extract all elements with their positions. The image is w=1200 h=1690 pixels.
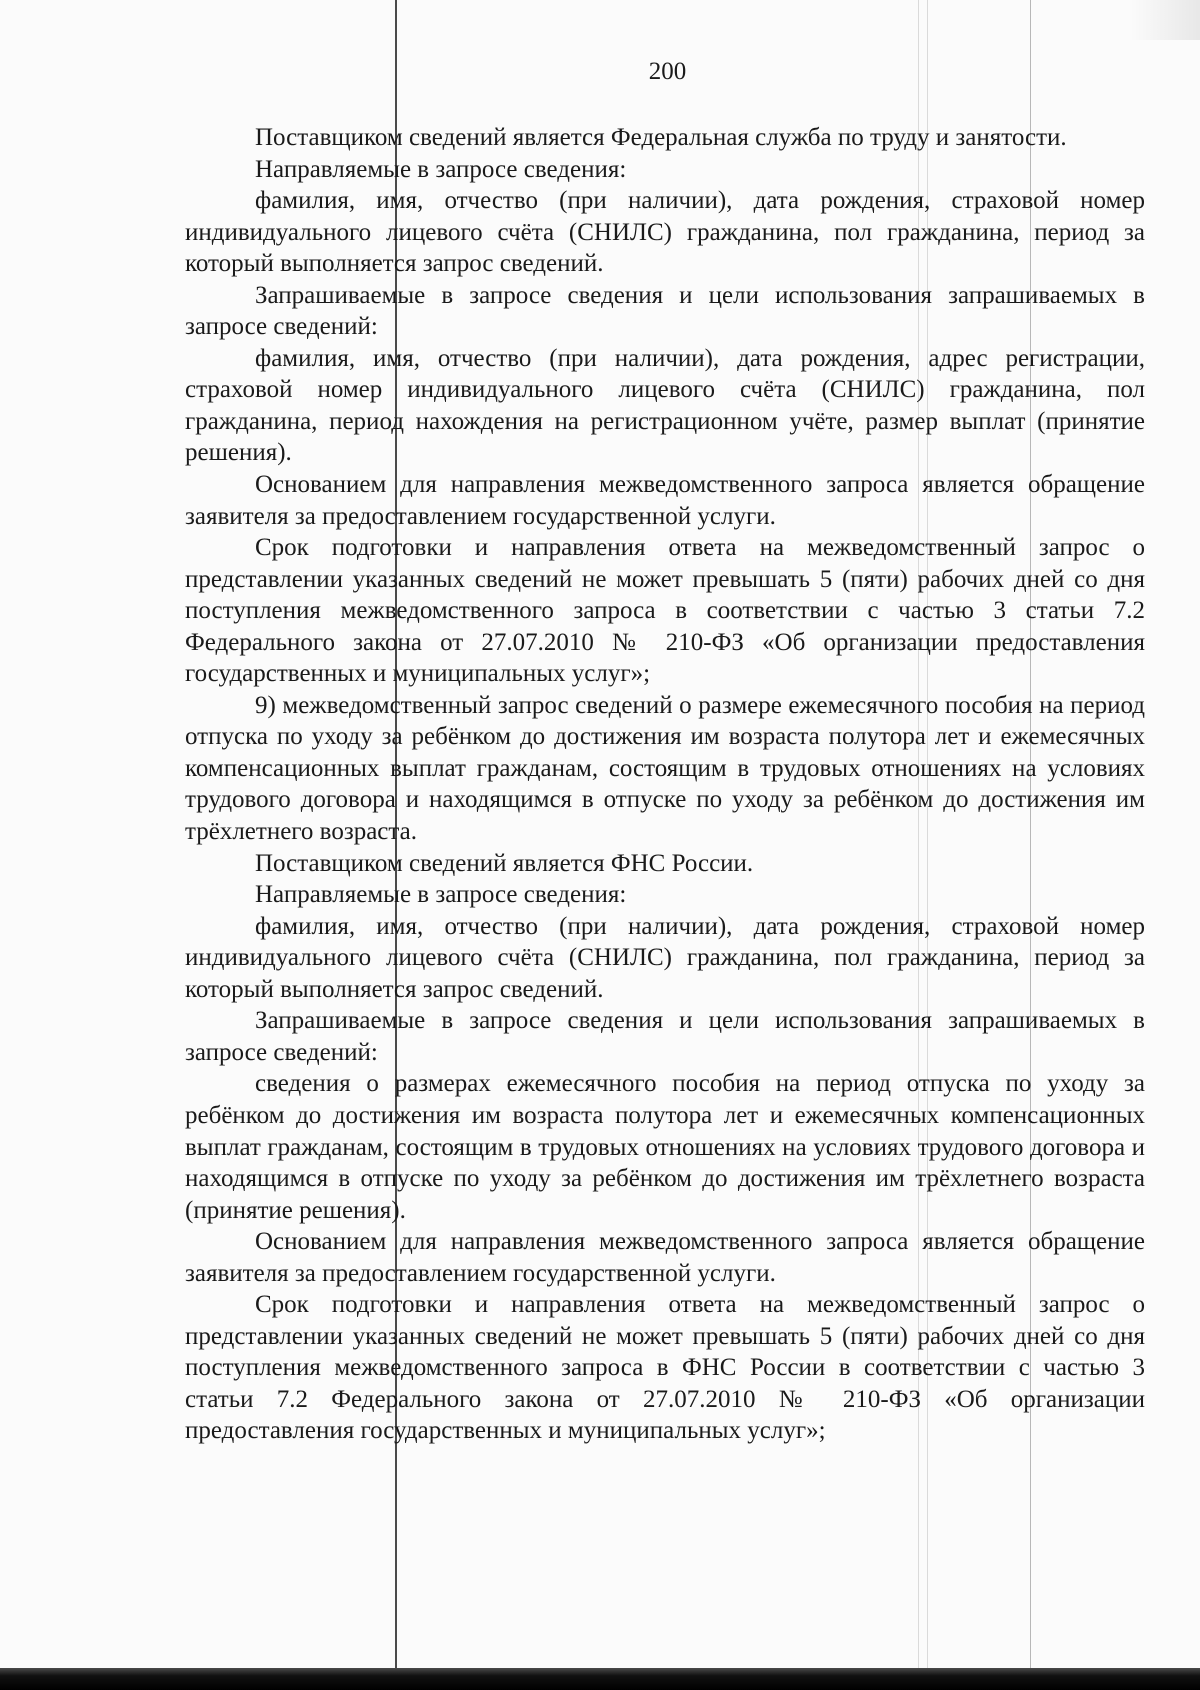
- paragraph: Запрашиваемые в запросе сведения и цели использования запрашиваемых в запросе сведений:: [185, 281, 1145, 341]
- paragraph: Запрашиваемые в запросе сведения и цели использования запрашиваемых в запросе сведений:: [185, 1007, 1145, 1066]
- paragraph: фамилия, имя, отчество (при наличии), дата рождения, адрес регистрации, страховой номер индивидуального лицевого счёта (СНИЛС) гражданина, пол гражданина, период нахождения на регистрационном учёте, размер выплат (принятие решения).: [185, 344, 1145, 467]
- scan-shadow: [1130, 0, 1200, 40]
- paragraph: Основанием для направления межведомственного запроса является обращение заявителя за предоставлением государственной услуги.: [185, 1228, 1145, 1287]
- paragraph: 9) межведомственный запрос сведений о размере ежемесячного пособия на период отпуска по уходу за ребёнком до достижения им возраста полутора лет и ежемесячных компенсационных выплат гражданам, состоящим в трудовых отношениях на условиях трудового договора и находящимся в отпуске по уходу за ребёнком до достижения им трёхлетнего возраста.: [185, 691, 1145, 846]
- page-number: 200: [648, 58, 687, 85]
- scan-bottom-edge: [0, 1668, 1200, 1690]
- paragraph: сведения о размерах ежемесячного пособия на период отпуска по уходу за ребёнком до достижения им возраста полутора лет и ежемесячных компенсационных выплат гражданам, состоящим в трудовых отношениях на условиях трудового договора и находящимся в отпуске по уходу за ребёнком до достижения им трёхлетнего возраста (принятие решения).: [185, 1070, 1145, 1224]
- paragraph: фамилия, имя, отчество (при наличии), дата рождения, страховой номер индивидуального лицевого счёта (СНИЛС) гражданина, пол гражданина, период за который выполняется запрос сведений.: [185, 912, 1145, 1003]
- paragraph: Основанием для направления межведомственного запроса является обращение заявителя за предоставлением государственной услуги.: [185, 471, 1145, 530]
- paragraph: Поставщиком сведений является ФНС России.: [255, 849, 754, 877]
- paragraph: Срок подготовки и направления ответа на межведомственный запрос о представлении указанных сведений не может превышать 5 (пяти) рабочих дней со дня поступления межведомственного запроса в ФНС России в соответствии с частью 3 статьи 7.2 Федерального закона от 27.07.2010 № 210-ФЗ «Об организации предоставления государственных и муниципальных услуг»;: [185, 1291, 1145, 1445]
- paragraph: фамилия, имя, отчество (при наличии), дата рождения, страховой номер индивидуального лицевого счёта (СНИЛС) гражданина, пол гражданина, период за который выполняется запрос сведений.: [185, 187, 1145, 278]
- document-body: [185, 122, 1145, 1447]
- paragraph: Поставщиком сведений является Федеральная служба по труду и занятости.: [255, 124, 1067, 151]
- paragraph: Направляемые в запросе сведения:: [255, 155, 627, 183]
- paragraph: Направляемые в запросе сведения:: [255, 881, 627, 909]
- paragraph: Срок подготовки и направления ответа на межведомственный запрос о представлении указанных сведений не может превышать 5 (пяти) рабочих дней со дня поступления межведомственного запроса в соответствии с частью 3 статьи 7.2 Федерального закона от 27.07.2010 № 210-ФЗ «Об организации предоставления государственных и муниципальных услуг»;: [185, 534, 1145, 688]
